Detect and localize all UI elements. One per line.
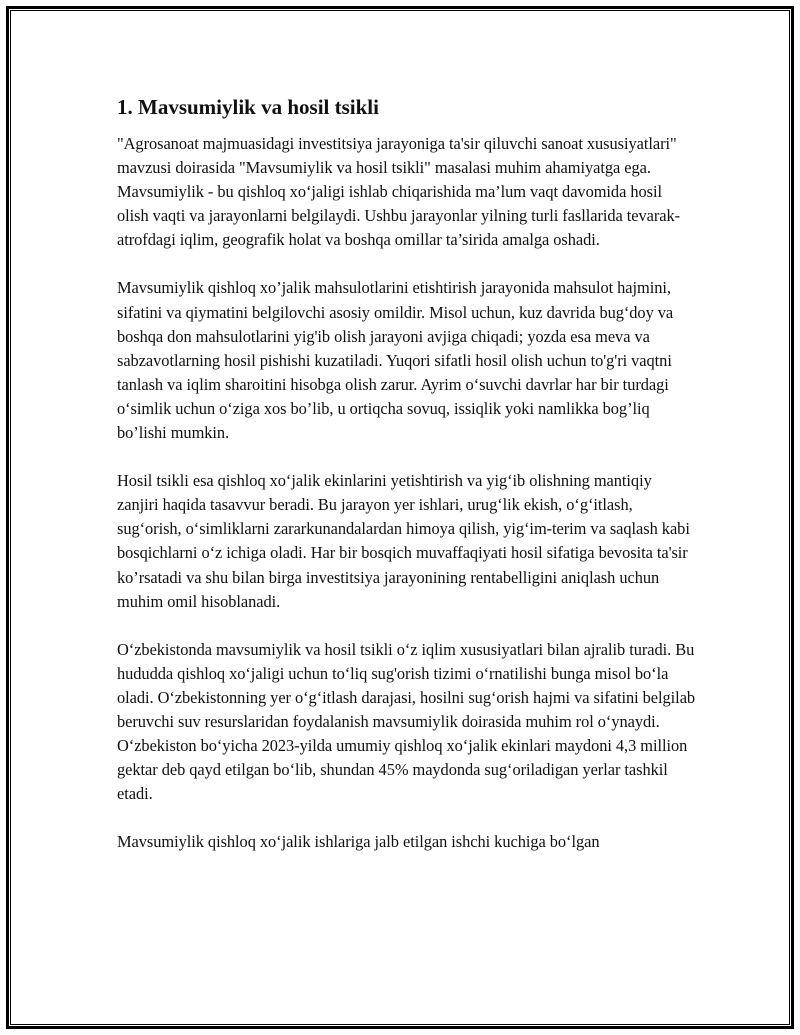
paragraph-4: O‘zbekistonda mavsumiylik va hosil tsikli o‘z iqlim xususiyatlari bilan ajralib turadi. Bu hududda qishloq xo‘jaligi uchun to‘liq sug'orish tizimi o‘rnatilishi bunga misol bo‘la oladi. O‘zbekistonning yer o‘g‘itlash darajasi, hosilni sug‘orish hajmi va sifatini belgilab beruvchi suv resurslaridan foydalanish mavsumiylik doirasida muhim rol o‘ynaydi. O‘zbekiston bo‘yicha 2023-yilda umumiy qishloq xo‘jalik ekinlari maydoni 4,3 million gektar deb qayd etilgan bo‘lib, shundan 45% maydonda sug‘oriladigan yerlar tashkil etadi.	[117, 639, 696, 804]
paragraph-2: Mavsumiylik qishloq xo’jalik mahsulotlarini etishtirish jarayonida mahsulot hajmini, sifatini va qiymatini belgilovchi asosiy omildir. Misol uchun, kuz davrida bug‘doy va boshqa don mahsulotlarini yig'ib olish jarayoni avjiga chiqadi; yozda esa meva va sabzavotlarning hosil pishishi kuzatiladi. Yuqori sifatli hosil olish uchun to'g'ri vaqtni tanlash va iqlim sharoitini hisobga olish zarur. Ayrim o‘suvchi davrlar har bir turdagi o‘simlik uchun o‘ziga xos bo’lib, u ortiqcha sovuq, issiqlik yoki namlikka bog’liq bo’lishi mumkin.	[117, 278, 674, 443]
paragraph-5: Mavsumiylik qishloq xo‘jalik ishlariga jalb etilgan ishchi kuchiga bo‘lgan	[117, 832, 600, 852]
paragraph-1: "Agrosanoat majmuasidagi investitsiya jarayoniga ta'sir qiluvchi sanoat xususiyatlari" mavzusi doirasida "Mavsumiylik va hosil tsikli" masalasi muhim ahamiyatga ega. Mavsumiylik - bu qishloq xo‘jaligi ishlab chiqarishida ma’lum vaqt davomida hosil olish vaqti va jarayonlarni belgilaydi. Ushbu jarayonlar yilning turli fasllarida tevarak-atrofdagi iqlim, geografik holat va boshqa omillar ta’sirida amalga oshadi.	[117, 134, 681, 250]
section-heading: 1. Mavsumiylik va hosil tsikli	[117, 95, 379, 119]
document-body	[117, 94, 697, 878]
paragraph-3: Hosil tsikli esa qishloq xo‘jalik ekinlarini yetishtirish va yig‘ib olishning mantiqiy zanjiri haqida tasavvur beradi. Bu jarayon yer ishlari, urug‘lik ekish, o‘g‘itlash, sug‘orish, o‘simliklarni zararkunandalardan himoya qilish, yig‘im-terim va saqlash kabi bosqichlarni o‘z ichiga oladi. Har bir bosqich muvaffaqiyati hosil sifatiga bevosita ta'sir ko’rsatadi va shu bilan birga investitsiya jarayonining rentabelligini aniqlash uchun muhim omil hisoblanadi.	[117, 471, 690, 611]
